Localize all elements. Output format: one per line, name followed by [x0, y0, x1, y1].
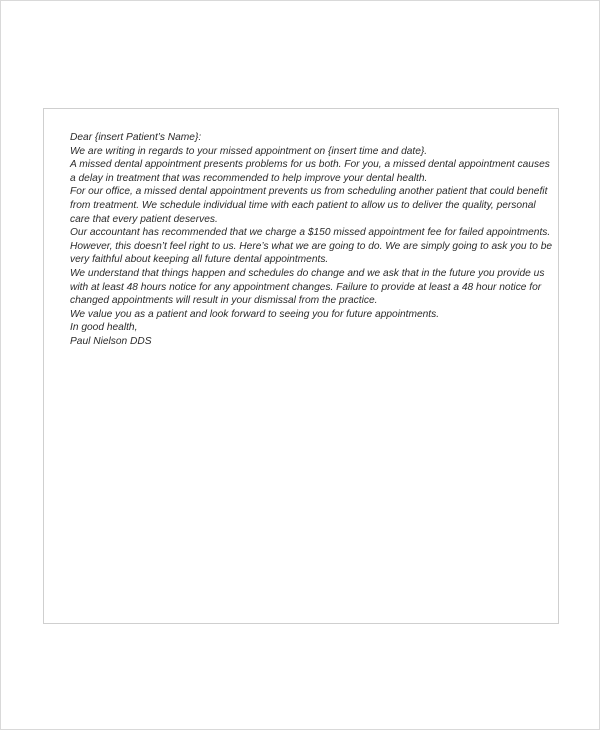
letter-paragraph-6: We value you as a patient and look forward to seeing you for future appointments.	[70, 308, 440, 320]
letter-closing: In good health,	[70, 322, 138, 334]
letter-paragraph-1: We are writing in regards to your missed appointment on {insert time and date}.	[70, 145, 428, 157]
letter-body	[70, 131, 556, 349]
letter-container	[43, 108, 559, 624]
letter-paragraph-5: We understand that things happen and schedules do change and we ask that in the future you provide us with at least 48 hours notice for any appointment changes. Failure to provide at least a 48 hour notice for changed appointments will result in your dismissal from the practice.	[70, 267, 545, 307]
letter-signature: Paul Nielson DDS	[70, 335, 152, 347]
letter-salutation: Dear {insert Patient’s Name}:	[70, 132, 202, 143]
letter-paragraph-4: Our accountant has recommended that we charge a $150 missed appointment fee for failed appointments. However, this doesn’t feel right to us. Here’s what we are going to do. We are simply going to ask you to be very faithful about keeping all future dental appointments.	[70, 227, 553, 266]
letter-paragraph-2: A missed dental appointment presents problems for us both. For you, a missed dental appointment causes a delay in treatment that was recommended to help improve your dental health.	[70, 159, 550, 184]
letter-paragraph-3: For our office, a missed dental appointment prevents us from scheduling another patient that could benefit from treatment. We schedule individual time with each patient to allow us to deliver the quality, personal care that every patient deserves.	[70, 186, 548, 225]
